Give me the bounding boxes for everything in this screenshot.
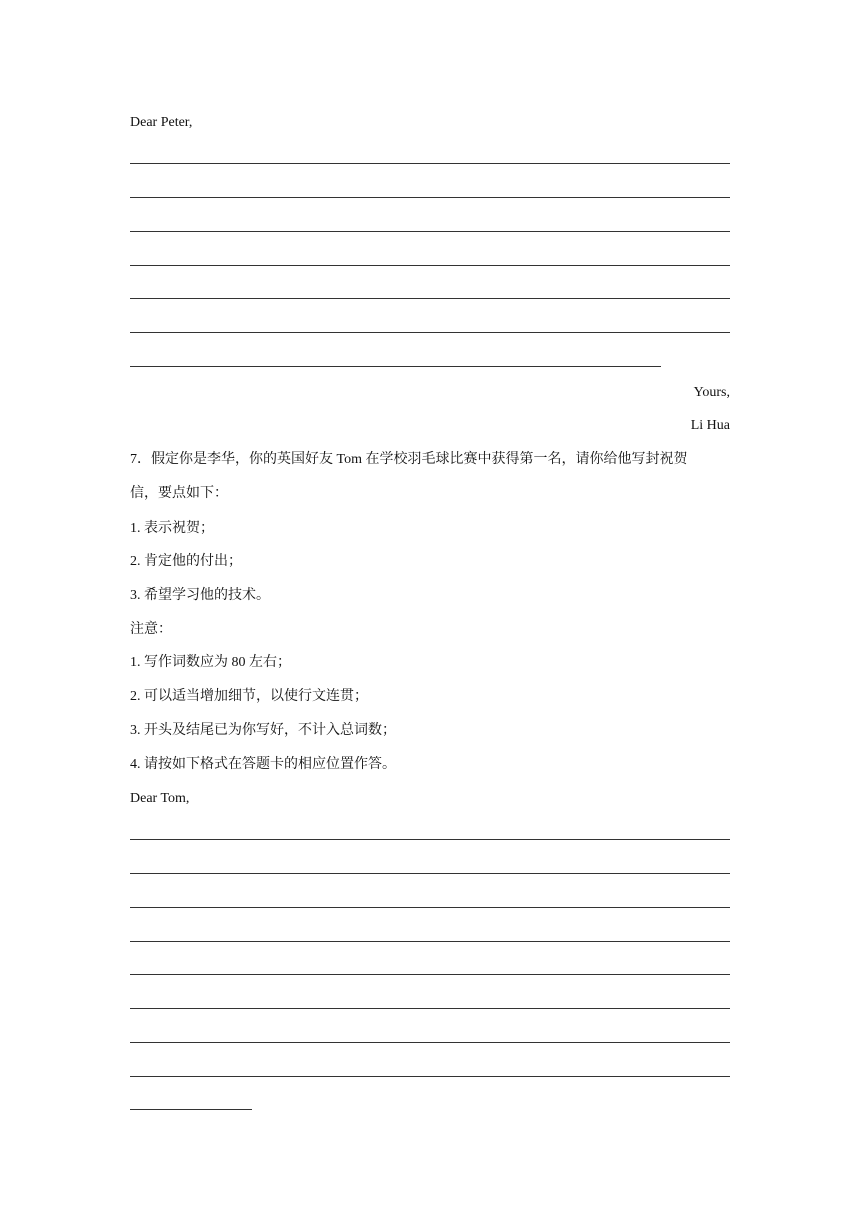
answer-line — [130, 839, 730, 840]
task7-point: 2. 肯定他的付出； — [130, 554, 242, 569]
task7-point: 3. 希望学习他的技术。 — [130, 588, 270, 603]
answer-line — [130, 974, 730, 975]
task7-note: 3. 开头及结尾已为你写好，不计入总词数； — [130, 723, 396, 738]
letter1-salutation: Dear Peter, — [130, 115, 193, 130]
letter1-closing: Yours, — [693, 385, 730, 400]
answer-line — [130, 298, 730, 299]
letter1-signature: Li Hua — [690, 418, 730, 433]
task7-note: 2. 可以适当增加细节，以使行文连贯； — [130, 689, 368, 704]
answer-line — [130, 941, 730, 942]
answer-line — [130, 1076, 730, 1077]
answer-line-short — [130, 1109, 252, 1110]
task7-point: 1. 表示祝贺； — [130, 521, 214, 536]
task7-salutation: Dear Tom, — [130, 791, 190, 806]
answer-line — [130, 197, 730, 198]
task7-note: 4. 请按如下格式在答题卡的相应位置作答。 — [130, 757, 396, 772]
answer-line — [130, 1008, 730, 1009]
task7-prompt-line2: 信，要点如下： — [130, 486, 228, 501]
answer-line — [130, 332, 730, 333]
task7-notes-title: 注意： — [130, 622, 172, 637]
answer-line — [130, 265, 730, 266]
answer-line — [130, 873, 730, 874]
answer-line — [130, 163, 730, 164]
task7-note: 1. 写作词数应为 80 左右； — [130, 655, 291, 670]
task7-prompt-line1: 7．假定你是李华，你的英国好友 Tom 在学校羽毛球比赛中获得第一名，请你给他写封祝贺 — [130, 452, 688, 467]
answer-line — [130, 1042, 730, 1043]
answer-line — [130, 231, 730, 232]
answer-line-short — [130, 366, 661, 367]
answer-line — [130, 907, 730, 908]
